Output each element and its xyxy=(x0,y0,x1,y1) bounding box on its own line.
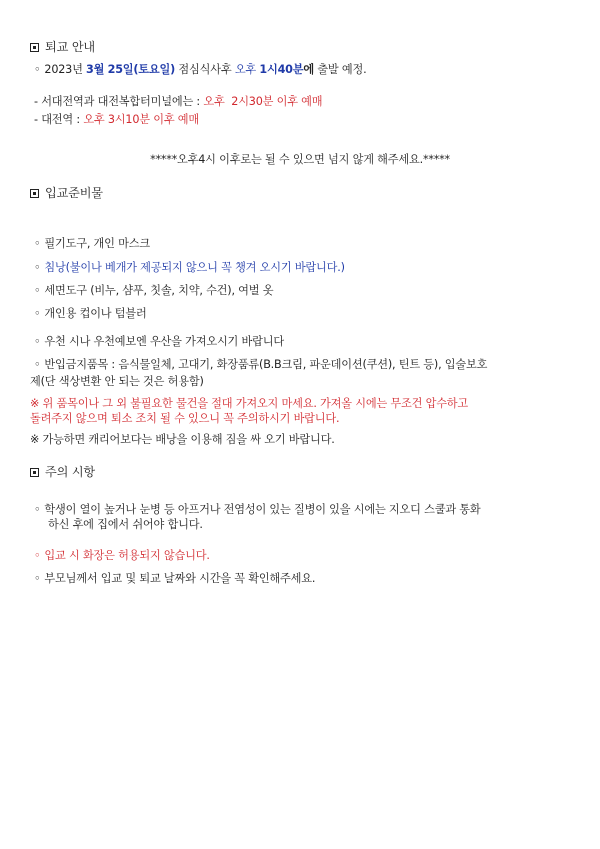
prohibited-items-line-1: ◦ 반입금지품목 : 음식물일체, 고대기, 화장품류(B.B크림, 파운데이션(쿠션), 틴트 등), 입술보호 xyxy=(34,358,488,371)
prohibited-items-line-2: 제(단 색상변환 안 되는 것은 허용함) xyxy=(30,375,204,388)
caution-parents: ◦ 부모님께서 입교 및 퇴교 날짜와 시간을 꼭 확인해주세요. xyxy=(34,572,316,585)
caution-illness-line-2: 하신 후에 집에서 쉬어야 합니다. xyxy=(48,518,203,531)
supply-item: ◦ 필기도구, 개인 마스크 xyxy=(34,237,150,250)
square-bullet-icon xyxy=(30,468,39,477)
caution-illness-line-1: ◦ 학생이 열이 높거나 눈병 등 아프거나 전염성이 있는 질병이 있을 시에는 지오디 스쿨과 통화 xyxy=(34,503,481,516)
supply-item: ◦ 개인용 컵이나 텀블러 xyxy=(34,307,147,320)
supply-item: ◦ 우천 시나 우천예보엔 우산을 가져오시기 바랍니다 xyxy=(34,335,284,348)
section-title-cautions: 주의 시항 xyxy=(30,465,95,480)
square-bullet-icon xyxy=(30,189,39,198)
supply-item: ◦ 세면도구 (비누, 샴푸, 칫솔, 치약, 수건), 여벌 옷 xyxy=(34,284,274,297)
section-title-dismissal: 퇴교 안내 xyxy=(30,40,95,55)
dismissal-date-line: ◦ 2023년 3월 25일(토요일) 점심식사후 오후 1시40분에 출발 예정. xyxy=(34,63,367,76)
supply-item: ◦ 침낭(불이나 베개가 제공되지 않으니 꼭 챙겨 오시기 바랍니다.) xyxy=(34,261,345,274)
reservation-line-2: - 대전역 : 오후 3시10분 이후 예매 xyxy=(34,113,199,126)
caution-makeup: ◦ 입교 시 화장은 허용되지 않습니다. xyxy=(34,549,210,562)
warning-line-2: 돌려주지 않으며 퇴소 조치 될 수 있으니 꼭 주의하시기 바랍니다. xyxy=(30,412,340,425)
reservation-line-1: - 서대전역과 대전복합터미널에는 : 오후 2시30분 이후 예매 xyxy=(34,95,323,108)
backpack-tip: ※ 가능하면 캐리어보다는 배낭을 이용해 짐을 싸 오기 바랍니다. xyxy=(30,433,335,446)
time-limit-notice: *****오후4시 이후로는 될 수 있으면 넘지 않게 해주세요.***** xyxy=(150,153,450,166)
warning-line-1: ※ 위 품목이나 그 외 불필요한 물건을 절대 가져오지 마세요. 가져올 시에는 무조건 압수하고 xyxy=(30,397,469,410)
section-title-supplies: 입교준비물 xyxy=(30,186,103,201)
square-bullet-icon xyxy=(30,43,39,52)
